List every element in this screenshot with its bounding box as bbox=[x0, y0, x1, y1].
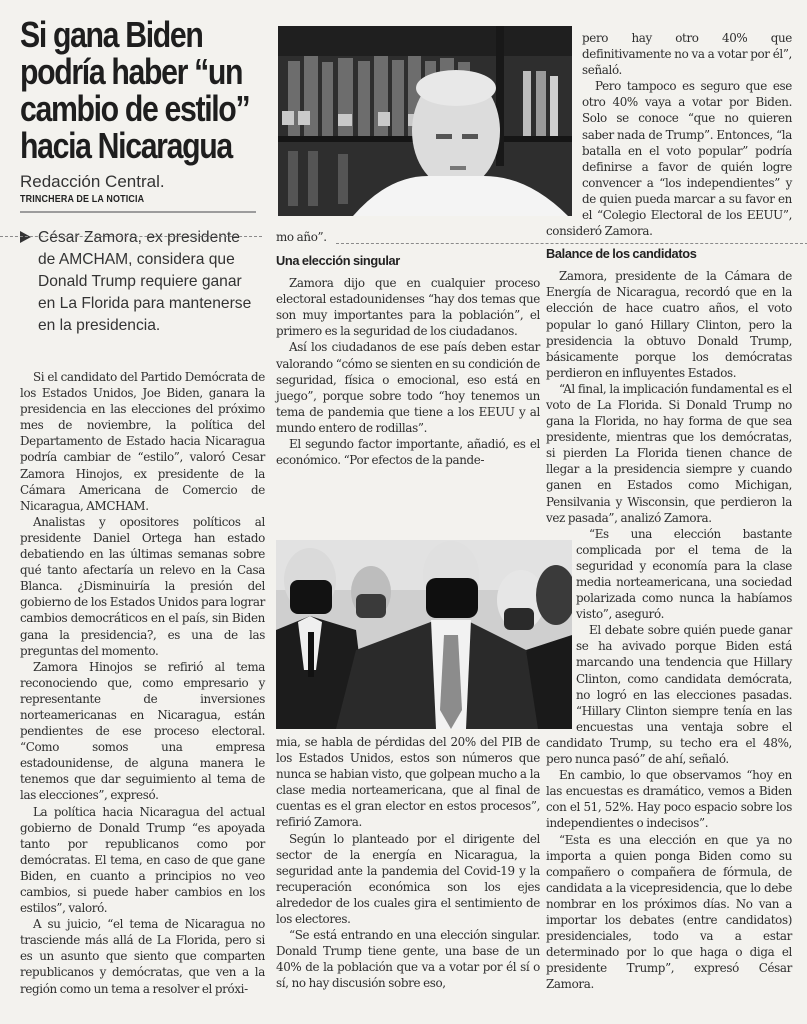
paragraph-continued: mo año”. bbox=[276, 230, 327, 244]
dashed-divider-right bbox=[336, 243, 807, 244]
source-label: TRINCHERA DE LA NOTICIA bbox=[20, 193, 145, 205]
paragraph: “Se está entrando en una elección singular. Donald Trump tiene gente, una base de un 40% de la población que va a votar por él sí o sí, no hay discusión sobre eso, bbox=[276, 928, 540, 991]
photo-portrait bbox=[278, 26, 572, 216]
divider bbox=[20, 211, 256, 213]
dashed-divider bbox=[0, 236, 262, 237]
paragraph: Zamora, presidente de la Cámara de Energía de Nicaragua, recordó que en la elección de hace cuatro años, el voto popular lo ganó Hillary Clinton, pero la presidencia la obtuvo Donald Trump, básicamente porque los demócratas perdieron en influyentes Estados. bbox=[546, 269, 792, 380]
paragraph: Según lo planteado por el dirigente del sector de la energía en Nicaragua, la seguridad ante la pandemia del Covid-19 y la recuperación económica son los ejes alrededor de los cuales gira el sentimiento de los electores. bbox=[276, 831, 540, 927]
paragraph: “Al final, la implicación fundamental es el voto de La Florida. Si Donald Trump no gana la Florida, no hay forma de que sea presidente, mientras que los demócratas, si pierden La Florida tienen chance de llegar a la presidencia siempre y cuando ganen en Estados como Michigan, Pensilvania y Wisconsin, que perdieron la vez pasada”, analizó Zamora. bbox=[546, 381, 792, 525]
photo1-wrap-spacer bbox=[546, 30, 582, 220]
paragraph: Zamora Hinojos se refirió al tema reconociendo que, como empresario y representante de inversiones norteamericanas en Nicaragua, están pendientes de ese proceso electoral. “Como somos una empresa estadounidense, de alguna manera le tenemos que dar seguimiento al tema de las elecciones”, expresó. bbox=[20, 659, 265, 803]
paragraph-continued: mia, se habla de pérdidas del 20% del PIB de los Estados Unidos, estos son números que nunca se habian visto, que golpean mucho a la clase media norteamericana, que al final de cuentas es el gran elector en estos procesos”, refirió Zamora. bbox=[276, 735, 540, 830]
paragraph: Pero tampoco es seguro que ese otro 40% vaya a votar por Biden. Solo se conoce “que no quieren saber nada de Trump”. Entonces, “la batalla en el voto popular” podría definirse a favor de quién logre convencer a “los independientes” y de quien pueda marcar a su favor en el “Colegio Electoral de los EEUU”, consideró Zamora. bbox=[546, 79, 792, 239]
summary-text: César Zamora, ex presidente de AMCHAM, considera que Donald Trump requiere ganar en La Florida para mantenerse en la presidencia. bbox=[38, 229, 252, 334]
subheading-balance: Balance de los candidatos bbox=[546, 246, 697, 262]
column-2 bbox=[276, 229, 540, 468]
portrait-image bbox=[278, 26, 572, 216]
paragraph: La política hacia Nicaragua del actual gobierno de Donald Trump “es apoyada tanto por republicanos como por demócratas. El tema, en caso de que gane Biden, en cuanto a principios no veo cambios, si puede haber cambios en los estilos”, valoró. bbox=[20, 804, 265, 916]
headline-block bbox=[20, 16, 266, 337]
paragraph: Zamora dijo que en cualquier proceso electoral estadounidenses “hay dos temas que son muy importantes para la población”, el primero es la seguridad de los ciudadanos. bbox=[276, 276, 540, 339]
paragraph: En cambio, lo que observamos “hoy en las encuestas es dramático, vemos a Biden con el 51, 52%. Hay poco espacio sobre los independientes o indecisos”. bbox=[546, 768, 792, 831]
triangle-bullet-icon bbox=[20, 231, 31, 243]
summary bbox=[20, 227, 260, 337]
column-1 bbox=[20, 369, 265, 997]
photo2-wrap-spacer bbox=[546, 526, 576, 729]
paragraph: El debate sobre quién puede ganar se ha avivado porque Biden está marcando una tendencia que Hillary Clinton, como candidata demócrata, no logró en las elecciones pasadas. “Hillary Clinton siempre tenía en las encuestas una ventaja sobre el candidato Trump, su techo era el 48%, pero nunca pasó” de ahí, señaló. bbox=[546, 623, 792, 767]
paragraph: Así los ciudadanos de ese país deben estar valorando “cómo se sienten en su condición de seguridad, física o emocional, eso está en juego”, porque sobre todo “hoy tenemos un tema de pandemia que tiene a los EEUU y al mundo entero de rodillas”. bbox=[276, 340, 540, 435]
column-3 bbox=[546, 30, 792, 992]
paragraph: Analistas y opositores políticos al presidente Daniel Ortega han estado debatiendo en las últimas semanas sobre qué tanto afectaría un relevo en la Casa Blanca. ¿Disminuiría la presión del gobierno de los Estados Unidos para lograr cambios democráticos en el país, sin Biden gana la presidencia?, es una de las preguntas del momento. bbox=[20, 514, 265, 658]
headline: Si gana Biden podría haber “un cambio de estilo” hacia Nicaragua bbox=[20, 14, 250, 166]
paragraph: Si el candidato del Partido Demócrata de los Estados Unidos, Joe Biden, ganara la presidencia en las elecciones del próximo mes de noviembre, la política del Departamento de Estado hacia Nicaragua podría cambiar de “estilo”, valoró Cesar Zamora Hinojos, ex presidente de la Cámara Americana de Comercio de Nicaragua, AMCHAM. bbox=[20, 370, 265, 513]
paragraph: A su juicio, “el tema de Nicaragua no trasciende más allá de La Florida, pero si es un asunto que siento que comparten republicanos y demócratas, que ven a la región como un tema a resolver el próxi- bbox=[20, 917, 265, 996]
paragraph: “Esta es una elección en que ya no importa a quien ponga Biden como su compañero o compañera de fórmula, de candidata a la vicepresidencia, que lo debe nombrar en los próximos días. No van a importar los debates (entre candidatos) presidenciales, todo va a estar determinado por lo que haga o diga el presidente Trump”, expresó César Zamora. bbox=[546, 832, 792, 992]
paragraph: “Es una elección bastante complicada por el tema de la seguridad y economía para la clase media norteamericana, una sociedad polarizada como nunca la habíamos visto”, aseguró. bbox=[576, 526, 792, 622]
byline: Redacción Central. bbox=[20, 172, 165, 191]
masked-men-image bbox=[276, 540, 572, 729]
subheading-una-eleccion: Una elección singular bbox=[276, 253, 400, 269]
paragraph: El segundo factor importante, añadió, es el económico. “Por efectos de la pande- bbox=[276, 437, 540, 468]
column-2-lower bbox=[276, 734, 540, 992]
photo-masked-men bbox=[276, 540, 572, 729]
paragraph-continued: pero hay otro 40% que definitivamente no va a votar por él”, señaló. bbox=[582, 31, 792, 78]
